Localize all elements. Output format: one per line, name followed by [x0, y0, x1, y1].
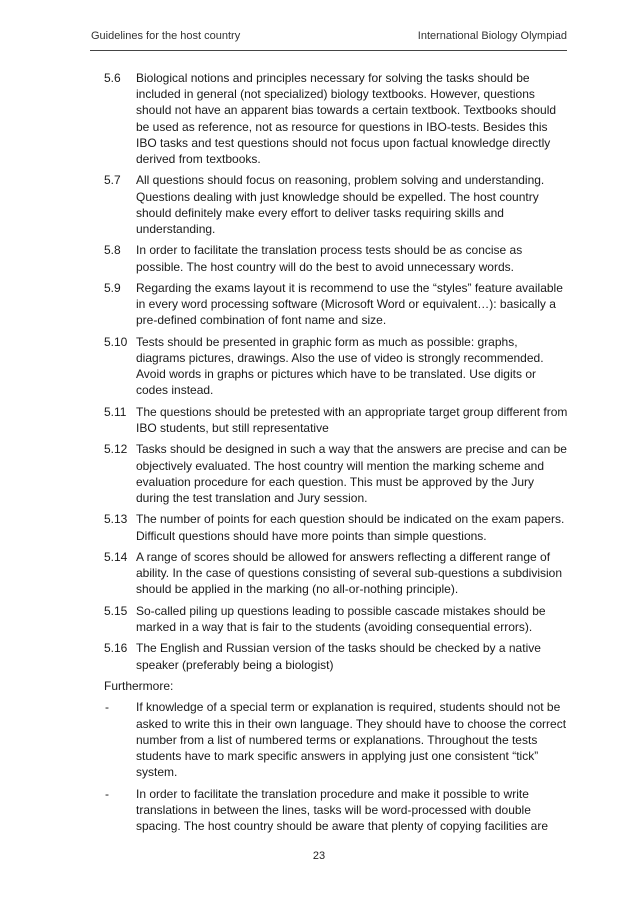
guideline-item-5-11 — [90, 404, 568, 436]
bullet-text: In order to facilitate the translation procedure and make it possible to write translations in between the lines, tasks will be word-processed with double spacing. The host country should be aware that plenty of copying facilities are — [136, 786, 549, 833]
item-number: 5.10 — [104, 334, 128, 349]
page-content — [90, 70, 568, 839]
item-number: 5.12 — [104, 442, 128, 457]
guideline-item-5-13 — [90, 511, 568, 543]
guideline-item-5-8 — [90, 242, 568, 274]
item-number: 5.14 — [104, 549, 128, 564]
guideline-item-5-12 — [90, 441, 568, 506]
bullet-item — [90, 786, 568, 835]
item-text: A range of scores should be allowed for answers reflecting a different range of ability. In the case of questions consisting of several sub-questions a subdivision should be applied in the marking (no all-or-nothing principle). — [136, 549, 563, 597]
item-text: In order to facilitate the translation process tests should be as concise as possible. The host country will do the best to avoid unnecessary words. — [136, 243, 523, 274]
item-text: Biological notions and principles necessary for solving the tasks should be included in general (not specialized) biology textbooks. However, questions should not have an apparent bias towards a certain textbook. Textbooks should be used as reference, not as resource for questions in IBO-tests. Besides this IBO tasks and test questions should not focus upon factual knowledge directly derived from textbooks. — [136, 71, 557, 167]
header-right-title: International Biology Olympiad — [417, 30, 567, 42]
item-number: 5.9 — [104, 281, 121, 295]
page-header — [90, 30, 567, 51]
item-number: 5.16 — [104, 641, 128, 656]
item-text: The questions should be pretested with an appropriate target group different from IBO students, but still representative — [136, 404, 568, 435]
item-number: 5.13 — [104, 512, 128, 527]
guideline-item-5-16 — [90, 640, 568, 672]
item-text: Tasks should be designed in such a way that the answers are precise and can be objectively evaluated. The host country will mention the marking scheme and evaluation procedure for each question. This must be approved by the Jury during the test translation and Jury session. — [136, 442, 567, 505]
bullet-text: If knowledge of a special term or explanation is required, students should not be asked to write this in their own language. They should have to choose the correct number from a list of numbered terms or explanations. Throughout the tests students have to mark specific answers in applying just one consistent “tick” system. — [136, 700, 567, 780]
furthermore-heading: Furthermore: — [104, 678, 174, 693]
item-number: 5.7 — [104, 173, 121, 188]
guideline-item-5-14 — [90, 549, 568, 598]
guideline-item-5-6 — [90, 70, 568, 167]
item-number: 5.11 — [104, 404, 127, 419]
bullet-item — [90, 699, 568, 780]
bullet-dash: - — [105, 786, 109, 801]
header-left-title: Guidelines for the host country — [91, 30, 241, 42]
item-text: Tests should be presented in graphic form as much as possible: graphs, diagrams pictures, drawings. Also the use of video is strongly recommended. Avoid words in graphs or pictures which have to be translated. Use digits or codes instead. — [136, 334, 544, 398]
guideline-item-5-10 — [90, 334, 568, 399]
page-number: 23 — [312, 850, 326, 862]
guideline-item-5-7 — [90, 172, 568, 237]
item-text: All questions should focus on reasoning, problem solving and understanding. Questions dealing with just knowledge should be expelled. The host country should definitely make every effort to deliver tasks requiring skills and understanding. — [136, 173, 545, 237]
item-text: The number of points for each question should be indicated on the exam papers. Difficult questions should have more points than simple questions. — [136, 512, 565, 543]
item-text: The English and Russian version of the tasks should be checked by a native speaker (preferably being a biologist) — [136, 641, 541, 672]
item-number: 5.8 — [104, 243, 121, 258]
bullet-dash: - — [105, 700, 109, 715]
guideline-item-5-9 — [90, 280, 568, 329]
item-text: So-called piling up questions leading to possible cascade mistakes should be marked in a way that is fair to the students (avoiding consequential errors). — [136, 603, 546, 634]
guideline-item-5-15 — [90, 603, 568, 635]
item-number: 5.15 — [104, 603, 128, 618]
item-text: Regarding the exams layout it is recommend to use the “styles” feature available in every word processing software (Microsoft Word or equivalent…): basically a pre-defined combination of font name and size. — [136, 281, 563, 328]
item-number: 5.6 — [104, 71, 121, 85]
